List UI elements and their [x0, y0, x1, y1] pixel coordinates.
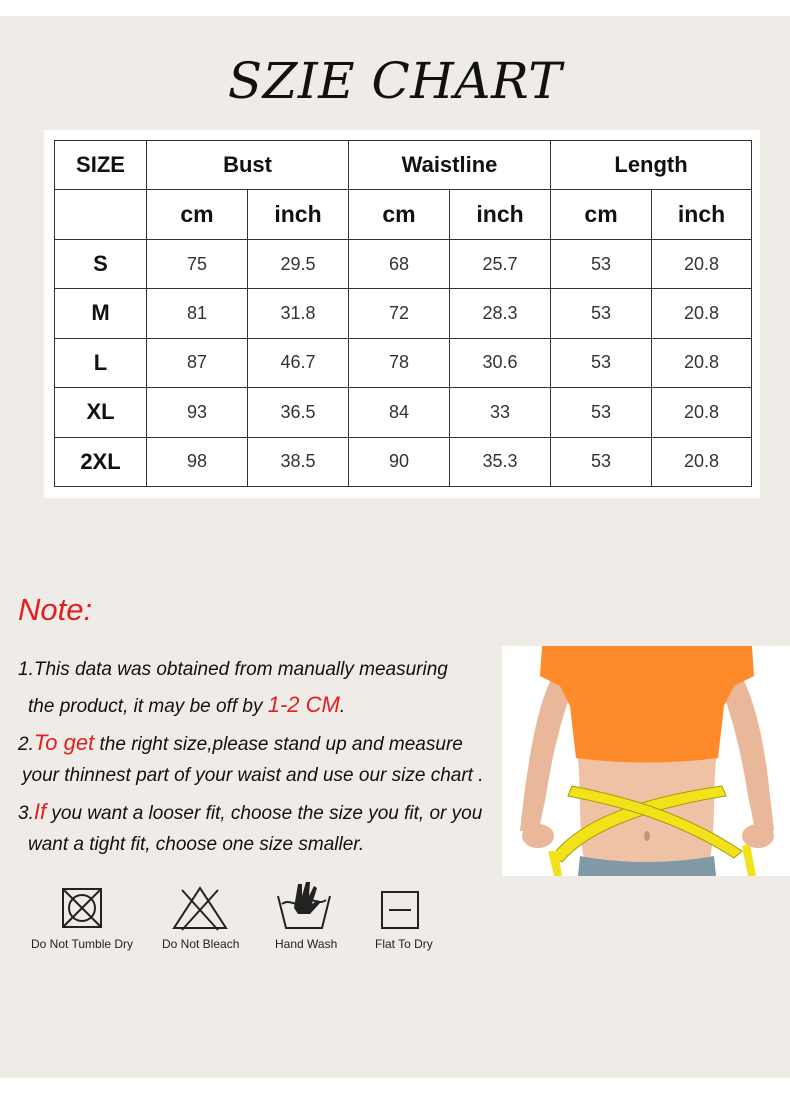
model-illustration — [502, 646, 790, 876]
note-highlight: If — [33, 799, 47, 824]
waist-measuring-photo — [502, 646, 790, 876]
table-units-row — [55, 190, 752, 239]
header-length: Length — [551, 141, 752, 190]
value-cell: 68 — [349, 239, 450, 288]
note-text: 3. — [18, 803, 34, 824]
value-cell: 81 — [147, 289, 248, 338]
do-not-bleach-icon — [170, 884, 230, 932]
value-cell: 75 — [147, 239, 248, 288]
note-highlight: To get — [33, 730, 95, 755]
table-row — [55, 289, 752, 338]
value-cell: 20.8 — [652, 289, 752, 338]
value-cell: 78 — [349, 338, 450, 387]
value-cell: 25.7 — [450, 239, 551, 288]
note-line-6: want a tight fit, choose one size smaller. — [28, 834, 365, 855]
care-label: Hand Wash — [275, 937, 338, 951]
unit-cell: inch — [652, 190, 752, 239]
value-cell: 20.8 — [652, 437, 752, 486]
unit-cell: inch — [248, 190, 349, 239]
do-not-tumble-dry-icon — [60, 886, 104, 930]
note-line-1: 1.This data was obtained from manually measuring — [18, 659, 448, 680]
table-row — [55, 338, 752, 387]
note-highlight: 1-2 CM — [267, 692, 340, 717]
table-header-row — [55, 141, 752, 190]
hand-wash-icon — [274, 878, 334, 932]
value-cell: 53 — [551, 388, 652, 437]
value-cell: 72 — [349, 289, 450, 338]
value-cell: 28.3 — [450, 289, 551, 338]
value-cell: 20.8 — [652, 388, 752, 437]
value-cell: 20.8 — [652, 239, 752, 288]
note-text: the product, it may be off by — [28, 696, 268, 717]
value-cell: 33 — [450, 388, 551, 437]
size-table — [54, 140, 752, 487]
value-cell: 87 — [147, 338, 248, 387]
value-cell: 31.8 — [248, 289, 349, 338]
value-cell: 35.3 — [450, 437, 551, 486]
value-cell: 84 — [349, 388, 450, 437]
flat-to-dry-icon — [380, 890, 420, 930]
unit-cell: inch — [450, 190, 551, 239]
value-cell: 38.5 — [248, 437, 349, 486]
table-row — [55, 388, 752, 437]
value-cell: 46.7 — [248, 338, 349, 387]
value-cell: 90 — [349, 437, 450, 486]
header-bust: Bust — [147, 141, 349, 190]
size-cell: S — [55, 239, 147, 288]
size-cell: M — [55, 289, 147, 338]
size-chart-panel — [44, 130, 760, 498]
size-cell: 2XL — [55, 437, 147, 486]
note-text: 2. — [18, 734, 34, 755]
page-title: SZIE CHART — [227, 52, 563, 110]
note-text: you want a looser fit, choose the size you fit, or you — [46, 803, 483, 824]
note-line-4: your thinnest part of your waist and use our size chart . — [22, 765, 484, 786]
note-line-2 — [28, 692, 345, 718]
unit-cell: cm — [349, 190, 450, 239]
header-waistline: Waistline — [349, 141, 551, 190]
value-cell: 53 — [551, 239, 652, 288]
size-cell: L — [55, 338, 147, 387]
units-blank-cell — [55, 190, 147, 239]
unit-cell: cm — [551, 190, 652, 239]
table-row — [55, 437, 752, 486]
note-text: . — [339, 696, 346, 717]
value-cell: 53 — [551, 289, 652, 338]
note-title: Note: — [18, 592, 93, 627]
header-size: SIZE — [55, 141, 147, 190]
value-cell: 20.8 — [652, 338, 752, 387]
value-cell: 29.5 — [248, 239, 349, 288]
value-cell: 36.5 — [248, 388, 349, 437]
value-cell: 93 — [147, 388, 248, 437]
value-cell: 98 — [147, 437, 248, 486]
value-cell: 30.6 — [450, 338, 551, 387]
care-label: Do Not Tumble Dry — [31, 937, 134, 951]
note-text: the right size,please stand up and measure — [94, 734, 463, 755]
care-label: Do Not Bleach — [162, 937, 240, 951]
note-line-5 — [18, 799, 482, 825]
unit-cell: cm — [147, 190, 248, 239]
size-cell: XL — [55, 388, 147, 437]
care-label: Flat To Dry — [375, 937, 433, 951]
value-cell: 53 — [551, 338, 652, 387]
note-line-3 — [18, 730, 463, 756]
value-cell: 53 — [551, 437, 652, 486]
table-row — [55, 239, 752, 288]
